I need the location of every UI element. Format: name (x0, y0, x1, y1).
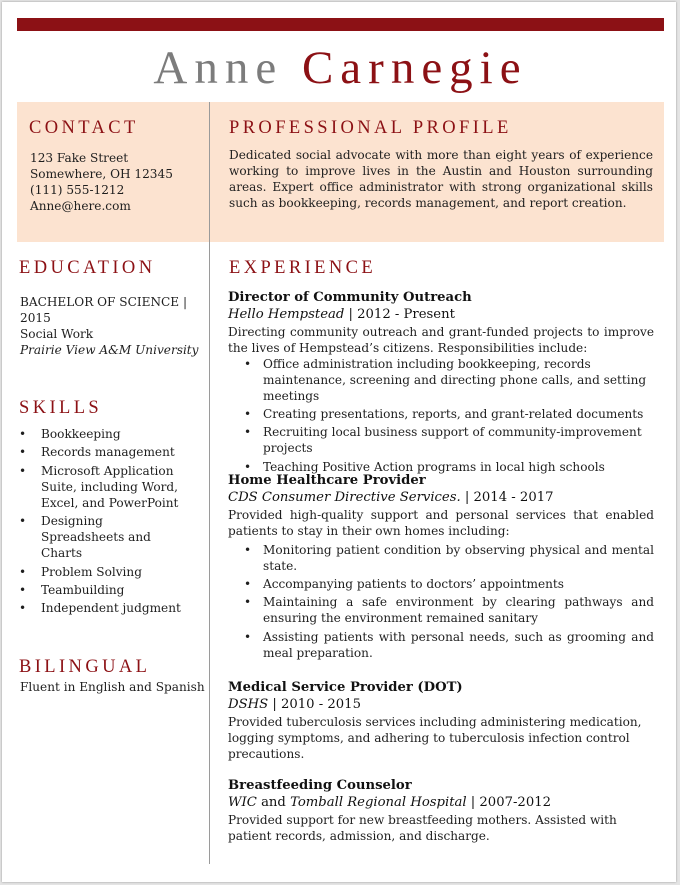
job-bullet: • Office administration including bookkeeping, records maintenance, screening and directing phone calls, and setting meetings (228, 356, 654, 404)
contact-section (30, 150, 205, 214)
education-degree: BACHELOR OF SCIENCE | 2015 (20, 295, 188, 325)
contact-email[interactable]: Anne@here.com (30, 199, 131, 213)
job-entry (228, 289, 654, 477)
job-dates: | 2007-2012 (470, 795, 551, 810)
job-employer: WIC (228, 795, 257, 810)
skill-item: • Records management (19, 444, 187, 460)
skill-item: • Problem Solving (19, 564, 187, 580)
bilingual-text: Fluent in English and Spanish (20, 680, 205, 694)
job-employer: Hello Hempstead (228, 307, 345, 322)
job-title: Breastfeeding Counselor (228, 778, 412, 793)
job-employer-line (228, 794, 654, 812)
column-divider (209, 102, 210, 864)
contact-phone: (111) 555-1212 (30, 183, 125, 197)
job-dates: | 2012 - Present (348, 307, 455, 322)
education-school: Prairie View A&M University (20, 343, 199, 357)
contact-street: 123 Fake Street (30, 151, 129, 165)
job-bullet: • Teaching Positive Action programs in local high schools (228, 459, 654, 475)
job-employer-secondary: Tomball Regional Hospital (290, 795, 467, 810)
job-bullets (228, 356, 654, 475)
job-title: Medical Service Provider (DOT) (228, 680, 463, 695)
education-section (20, 294, 206, 358)
job-dates: | 2010 - 2015 (272, 697, 361, 712)
education-heading: EDUCATION (19, 258, 156, 278)
resume-page (2, 2, 676, 882)
job-description: Provided tuberculosis services including administering medication, logging symptoms, and adhering to tuberculosis infection control precautions. (228, 715, 642, 761)
job-description: Provided high-quality support and personal services that enabled patients to stay in their own homes including: (228, 508, 654, 538)
contact-heading: CONTACT (29, 118, 139, 138)
profile-heading: PROFESSIONAL PROFILE (229, 118, 512, 138)
job-bullet: • Accompanying patients to doctors’ appointments (228, 576, 654, 592)
experience-heading: EXPERIENCE (229, 258, 377, 278)
skills-heading: SKILLS (19, 398, 103, 418)
first-name: Anne (153, 42, 284, 94)
header-accent-bar (17, 18, 664, 31)
skill-item: • Microsoft Application Suite, including Word, Excel, and PowerPoint (19, 463, 187, 511)
profile-text: Dedicated social advocate with more than eight years of experience working to improve lives in the Austin and Houston surrounding areas. Expert office administrator with strong organizational skills such as bookkeeping, records management, and report creation. (229, 148, 653, 210)
job-bullet: • Monitoring patient condition by observing physical and mental state. (228, 542, 654, 574)
candidate-name (17, 38, 664, 98)
contact-city: Somewhere, OH 12345 (30, 167, 173, 181)
job-bullet: • Creating presentations, reports, and grant-related documents (228, 406, 654, 422)
skill-item: • Bookkeeping (19, 426, 187, 442)
skills-list (19, 426, 187, 619)
job-bullet: • Maintaining a safe environment by clearing pathways and ensuring the environment remained sanitary (228, 594, 654, 626)
job-entry (228, 777, 654, 844)
skill-item: • Designing Spreadsheets and Charts (19, 513, 187, 561)
bilingual-heading: BILINGUAL (19, 657, 151, 677)
job-employer: CDS Consumer Directive Services. (228, 490, 461, 505)
job-dates: | 2014 - 2017 (464, 490, 554, 505)
job-description: Provided support for new breastfeeding mothers. Assisted with patient records, admission, and discharge. (228, 813, 617, 843)
job-employer: DSHS (228, 697, 269, 712)
job-employer-line (228, 489, 654, 507)
job-entry (228, 679, 654, 762)
job-title: Home Healthcare Provider (228, 473, 426, 488)
job-bullet: • Recruiting local business support of community-improvement projects (228, 424, 654, 456)
job-bullet: • Assisting patients with personal needs, such as grooming and meal preparation. (228, 629, 654, 661)
job-title: Director of Community Outreach (228, 290, 472, 305)
job-description: Directing community outreach and grant-funded projects to improve the lives of Hempstead’s citizens. Responsibilities include: (228, 325, 654, 355)
last-name: Carnegie (301, 42, 528, 94)
job-employer-connector: and (261, 795, 286, 810)
job-employer-line (228, 306, 654, 324)
job-entry (228, 472, 654, 663)
skill-item: • Teambuilding (19, 582, 187, 598)
job-employer-line (228, 696, 654, 714)
job-bullets (228, 542, 654, 661)
education-field: Social Work (20, 327, 94, 341)
skill-item: • Independent judgment (19, 600, 187, 616)
